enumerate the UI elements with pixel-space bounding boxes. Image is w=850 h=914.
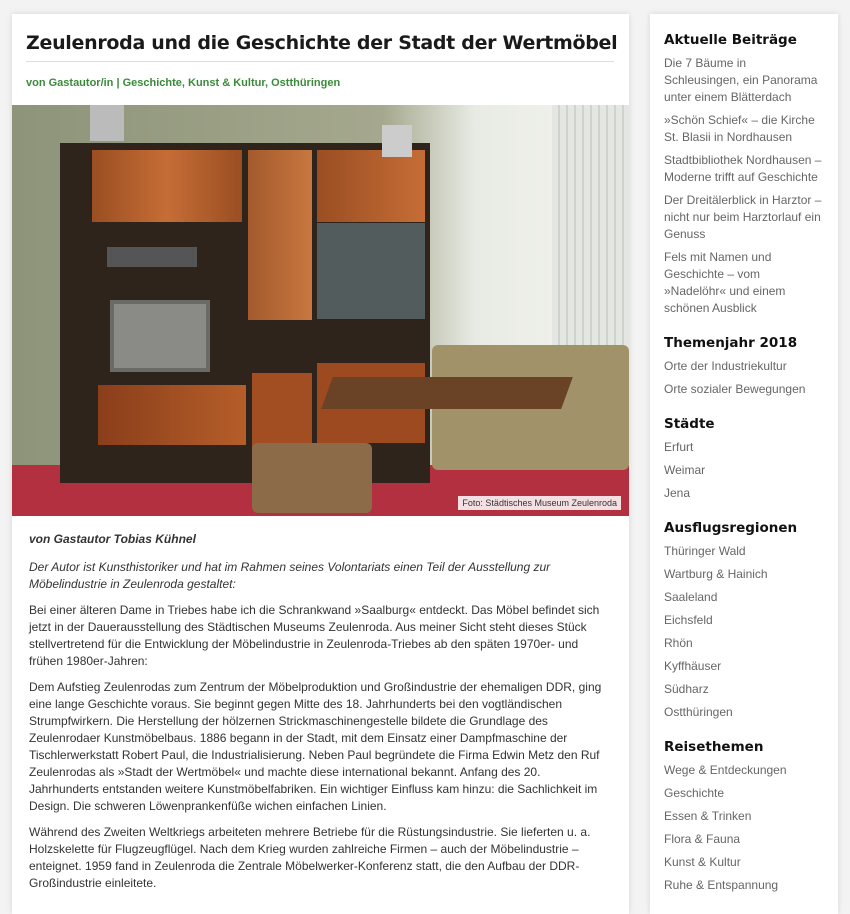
sidebar-section xyxy=(664,335,824,398)
sidebar-link[interactable]: Essen & Trinken xyxy=(664,809,752,823)
sidebar-link[interactable]: Wartburg & Hainich xyxy=(664,567,768,581)
article-title: Zeulenroda und die Geschichte der Stadt der Wertmöbel xyxy=(26,32,618,54)
article-meta[interactable]: von Gastautor/in | Geschichte, Kunst & Kultur, Ostthüringen xyxy=(26,77,341,89)
sidebar-link[interactable]: Eichsfeld xyxy=(664,613,713,627)
sidebar-link[interactable]: »Schön Schief« – die Kirche St. Blasii in Nordhausen xyxy=(664,113,815,144)
sidebar-link[interactable]: Kunst & Kultur xyxy=(664,855,741,869)
sidebar-heading: Themenjahr 2018 xyxy=(664,335,798,351)
sidebar-section xyxy=(664,416,824,502)
sidebar-section xyxy=(664,520,824,721)
sidebar-heading: Städte xyxy=(664,416,715,432)
sidebar-link[interactable]: Jena xyxy=(664,486,691,500)
sidebar-link[interactable]: Saaleland xyxy=(664,590,718,604)
article-author: von Gastautor Tobias Kühnel xyxy=(29,532,196,546)
sidebar-heading: Aktuelle Beiträge xyxy=(664,32,797,48)
sidebar-link[interactable]: Weimar xyxy=(664,463,706,477)
sidebar-link[interactable]: Thüringer Wald xyxy=(664,544,746,558)
article-card xyxy=(12,14,629,914)
article-photo xyxy=(12,105,629,516)
sidebar-link[interactable]: Orte der Industriekultur xyxy=(664,359,787,373)
sidebar-link[interactable]: Erfurt xyxy=(664,440,694,454)
sidebar-link[interactable]: Die 7 Bäume in Schleusingen, ein Panorama unter einem Blätterdach xyxy=(664,56,818,104)
article-intro: Der Autor ist Kunsthistoriker und hat im Rahmen seines Volontariats einen Teil der Ausstellung zur Möbelindustrie in Zeulenroda gestaltet: xyxy=(29,560,551,591)
sidebar-link[interactable]: Geschichte xyxy=(664,786,725,800)
sidebar-link[interactable]: Kyffhäuser xyxy=(664,659,722,673)
sidebar-heading: Reisethemen xyxy=(664,739,764,755)
sidebar xyxy=(650,14,838,914)
sidebar-link[interactable]: Fels mit Namen und Geschichte – vom »Nadelöhr« und einem schönen Ausblick xyxy=(664,250,786,315)
sidebar-section xyxy=(664,739,824,894)
photo-caption: Foto: Städtisches Museum Zeulenroda xyxy=(458,496,621,510)
paragraph: Während des Zweiten Weltkriegs arbeiteten mehrere Betriebe für die Rüstungsindustrie. Sie lieferten u. a. Holzskelette für Flugzeugflügel. Nach dem Krieg wurden zahlreiche Firmen – auch der Möbelindustrie – enteignet. 1959 fand in Zeulenroda die Zentrale Möbelwerker-Konferenz statt, die den Aufbau der DDR-Großindustrie einleitete. xyxy=(29,825,591,890)
title-divider xyxy=(26,61,614,62)
sidebar-link[interactable]: Stadtbibliothek Nordhausen – Moderne trifft auf Geschichte xyxy=(664,153,822,184)
sidebar-link[interactable]: Südharz xyxy=(664,682,709,696)
sidebar-link[interactable]: Ruhe & Entspannung xyxy=(664,878,779,892)
sidebar-link[interactable]: Der Dreitälerblick in Harztor – nicht nur beim Harztorlauf ein Genuss xyxy=(664,193,822,241)
paragraph: Bei einer älteren Dame in Triebes habe ich die Schrankwand »Saalburg« entdeckt. Das Möbel befindet sich jetzt in der Dauerausstellung des Städtischen Museums Zeulenroda. Aus meiner Sicht steht dieses Stück stellvertretend für die Entwicklung der Möbelindustrie in Zeulenroda-Triebes ab den späten 1970er- und frühen 1980er-Jahren: xyxy=(29,603,600,668)
sidebar-section xyxy=(664,32,824,317)
paragraph: Dem Aufstieg Zeulenrodas zum Zentrum der Möbelproduktion und Großindustrie der ehemaligen DDR, ging eine lange Geschichte voraus. Sie beginnt gegen Mitte des 18. Jahrhunderts bei den vogtländischen Strumpfwirkern. Die Herstellung der hölzernen Strickmaschinengestelle bildete die Grundlage des Zeulenrodaer Kunstmöbelbaus. 1886 begann in der Stadt, mit dem Einsatz einer Dampfmaschine der Tischlerwerkstatt Robert Paul, die Industrialisierung. Neben Paul begründete die Firma Edwin Metz den Ruf Zeulenrodas als »Stadt der Wertmöbel« und machte diese international bekannt. Anfang des 20. Jahrhunderts entstanden weitere Kunstmöbelfabriken. Ein wichtiger Einfluss kam hinzu: die Sachlichkeit im Design. Die schweren Löwenprankenfüße wichen einfachen Linien. xyxy=(29,680,602,813)
sidebar-link[interactable]: Ostthüringen xyxy=(664,705,733,719)
sidebar-link[interactable]: Flora & Fauna xyxy=(664,832,741,846)
sidebar-link[interactable]: Orte sozialer Bewegungen xyxy=(664,382,806,396)
sidebar-heading: Ausflugsregionen xyxy=(664,520,798,536)
sidebar-link[interactable]: Rhön xyxy=(664,636,693,650)
sidebar-link[interactable]: Wege & Entdeckungen xyxy=(664,763,787,777)
article-body xyxy=(29,531,609,901)
